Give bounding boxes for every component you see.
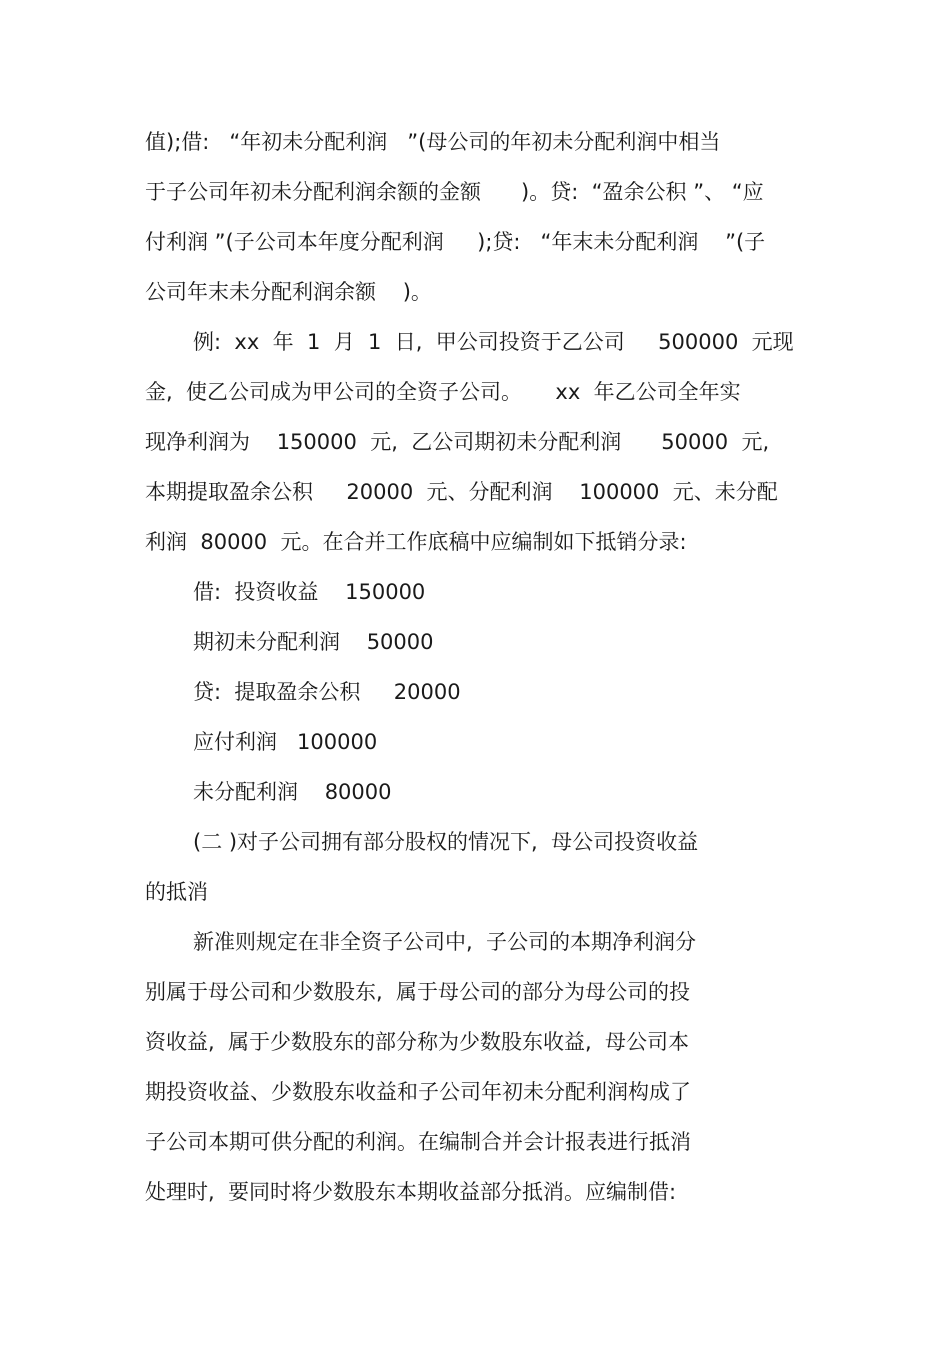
journal-entry-line: 未分配利润 80000 [193, 780, 392, 804]
document-body [145, 117, 810, 1217]
text-line: 处理时, 要同时将少数股东本期收益部分抵消。应编制借: [145, 1180, 677, 1204]
journal-entry-line: 应付利润 100000 [193, 730, 378, 754]
text-line: 例: xx 年 1 月 1 日, 甲公司投资于乙公司 500000 元现 [193, 330, 794, 354]
section-heading: (二 )对子公司拥有部分股权的情况下, 母公司投资收益 [193, 830, 699, 854]
text-line: 公司年末未分配利润余额 )。 [145, 280, 432, 304]
text-line: 于子公司年初未分配利润余额的金额 )。贷: “盈余公积 ”、 “应 [145, 180, 764, 204]
text-line: 资收益, 属于少数股东的部分称为少数股东收益, 母公司本 [145, 1030, 690, 1054]
journal-entry-line: 期初未分配利润 50000 [193, 630, 434, 654]
section-heading: 的抵消 [145, 880, 208, 904]
text-line: 期投资收益、少数股东收益和子公司年初未分配利润构成了 [145, 1080, 691, 1104]
text-line: 金, 使乙公司成为甲公司的全资子公司。 xx 年乙公司全年实 [145, 380, 741, 404]
text-line: 别属于母公司和少数股东, 属于母公司的部分为母公司的投 [145, 980, 691, 1004]
text-line: 利润 80000 元。在合并工作底稿中应编制如下抵销分录: [145, 530, 687, 554]
text-line: 新准则规定在非全资子公司中, 子公司的本期净利润分 [193, 930, 697, 954]
text-line: 本期提取盈余公积 20000 元、分配利润 100000 元、未分配 [145, 480, 778, 504]
text-line: 值);借: “年初未分配利润 ”(母公司的年初未分配利润中相当 [145, 130, 721, 154]
text-line: 现净利润为 150000 元, 乙公司期初未分配利润 50000 元, [145, 430, 770, 454]
text-line: 付利润 ”(子公司本年度分配利润 );贷: “年末未分配利润 ”(子 [145, 230, 766, 254]
journal-entry-line: 贷: 提取盈余公积 20000 [193, 680, 461, 704]
text-line: 子公司本期可供分配的利润。在编制合并会计报表进行抵消 [145, 1130, 691, 1154]
journal-entry-line: 借: 投资收益 150000 [193, 580, 426, 604]
